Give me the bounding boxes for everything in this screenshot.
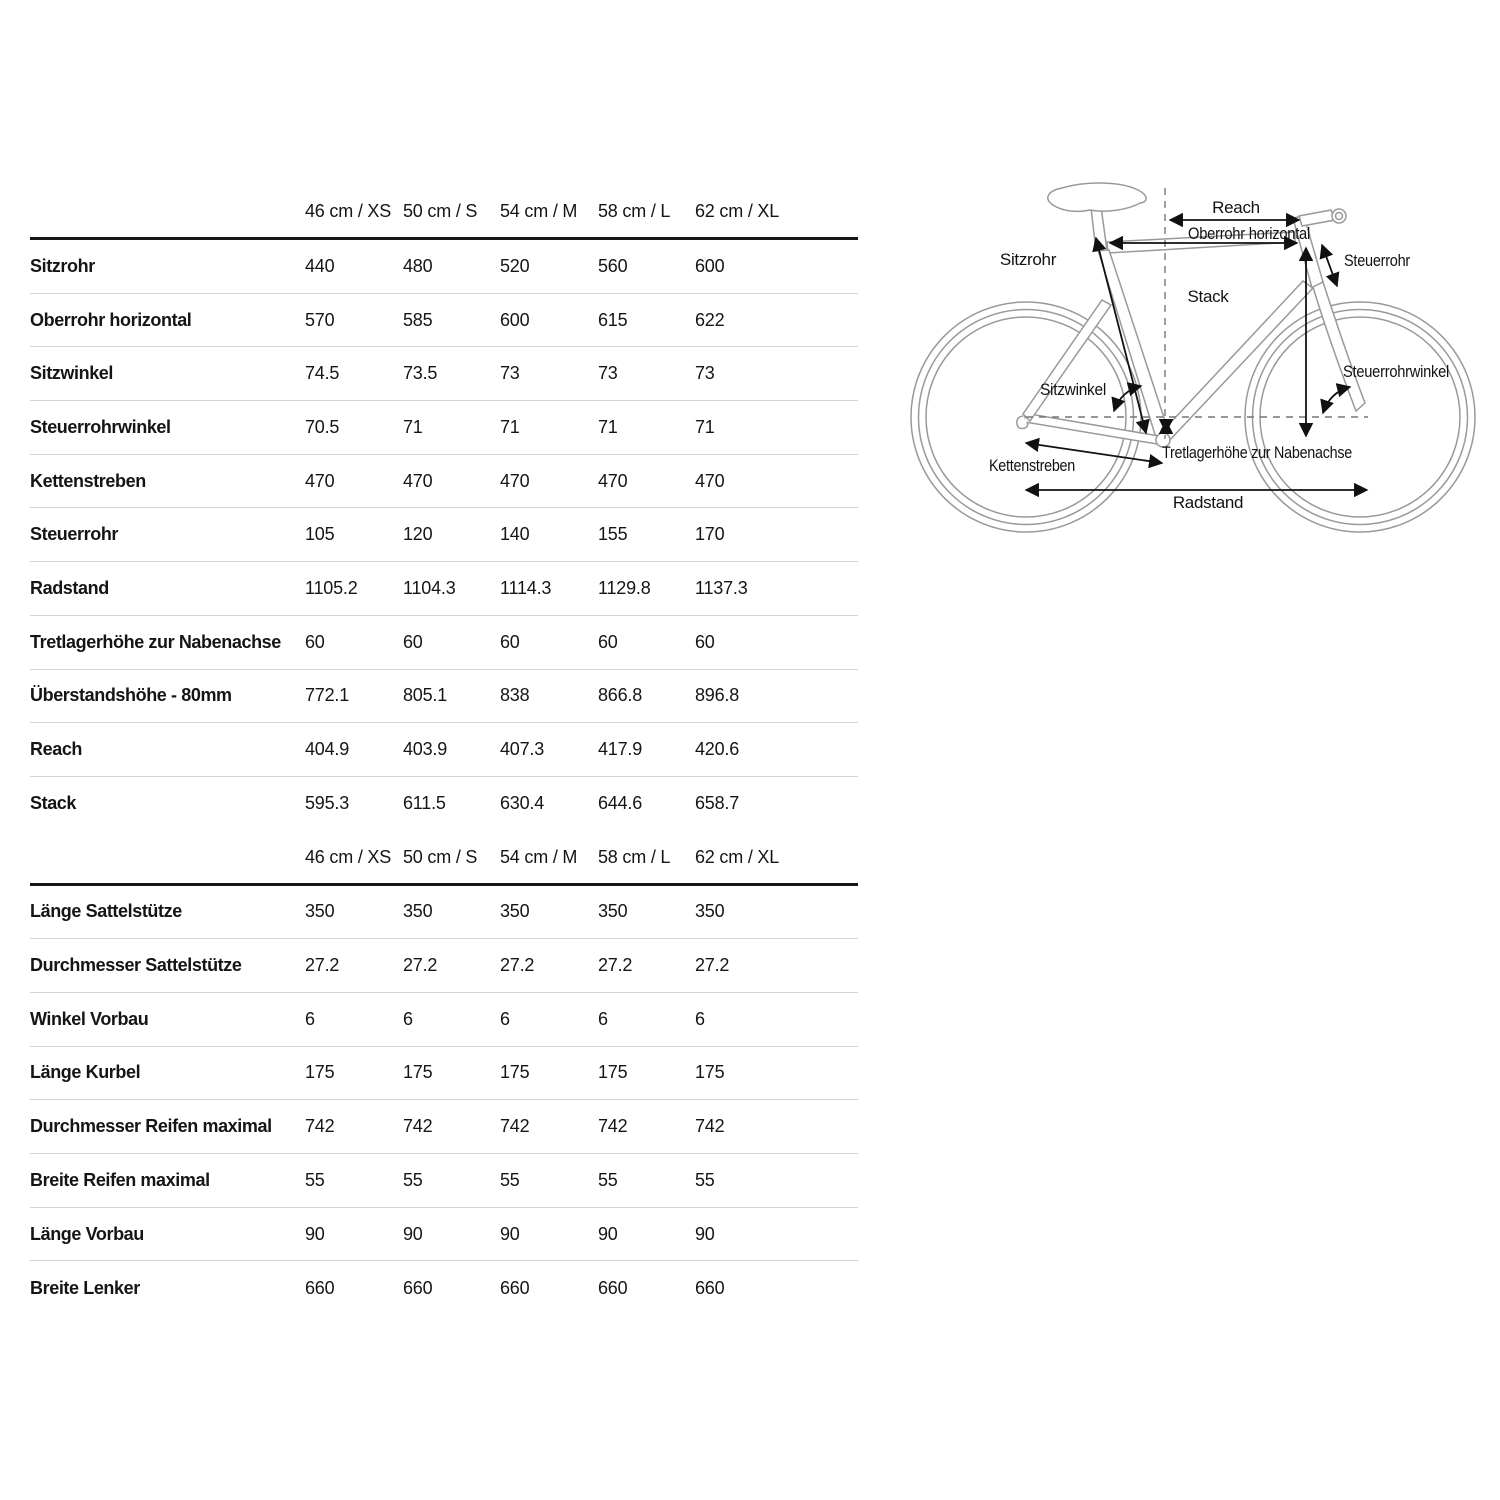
frame-geometry-rows (30, 240, 858, 831)
cell-value: 742 (403, 1116, 433, 1137)
cell-value: 90 (403, 1223, 423, 1244)
size-header-m: 54 cm / M (500, 846, 578, 867)
size-header-s: 50 cm / S (403, 201, 478, 221)
cell-value: 1129.8 (598, 577, 651, 598)
cell-value: 417.9 (598, 739, 643, 760)
cell-value: 520 (500, 255, 530, 276)
table-row (30, 777, 858, 831)
cell-value: 644.6 (598, 793, 643, 814)
cell-value: 440 (305, 255, 335, 276)
cell-value: 420.6 (695, 739, 740, 760)
row-label: Durchmesser Reifen maximal (30, 1116, 272, 1137)
row-label: Winkel Vorbau (30, 1008, 149, 1029)
cell-value: 60 (598, 631, 618, 652)
cell-value: 896.8 (695, 685, 740, 706)
cell-value: 175 (598, 1062, 628, 1083)
cell-value: 71 (598, 416, 618, 437)
table-row (30, 670, 858, 724)
row-label: Steuerrohrwinkel (30, 416, 171, 437)
diagram-label-tretlagerhoehe: Tretlagerhöhe zur Nabenachse (1162, 443, 1352, 462)
cell-value: 27.2 (500, 955, 535, 976)
cell-value: 6 (403, 1008, 413, 1029)
row-label: Tretlagerhöhe zur Nabenachse (30, 631, 281, 652)
table-row (30, 723, 858, 777)
cell-value: 1105.2 (305, 577, 358, 598)
row-label: Kettenstreben (30, 470, 146, 491)
cell-value: 175 (403, 1062, 433, 1083)
table-row (30, 294, 858, 348)
row-label: Überstandshöhe - 80mm (30, 685, 232, 706)
row-label: Breite Lenker (30, 1277, 140, 1298)
cell-value: 74.5 (305, 363, 340, 384)
diagram-label-steuerrohr: Steuerrohr (1344, 251, 1411, 270)
cell-value: 55 (500, 1169, 520, 1190)
cell-value: 55 (305, 1169, 325, 1190)
size-header-row (30, 832, 858, 886)
cell-value: 470 (500, 470, 530, 491)
cell-value: 838 (500, 685, 530, 706)
diagram-label-radstand: Radstand (1172, 493, 1244, 512)
size-header-l: 58 cm / L (598, 201, 671, 221)
size-header-xs: 46 cm / XS (305, 846, 392, 867)
diagram-label-steuerrohrwinkel: Steuerrohrwinkel (1343, 362, 1449, 381)
diagram-label-sitzrohr: Sitzrohr (999, 250, 1057, 269)
cell-value: 73 (500, 363, 520, 384)
cell-value: 71 (695, 416, 715, 437)
cell-value: 560 (598, 255, 628, 276)
cell-value: 175 (305, 1062, 335, 1083)
cell-value: 350 (305, 901, 335, 922)
cell-value: 55 (403, 1169, 423, 1190)
cell-value: 175 (695, 1062, 725, 1083)
cell-value: 90 (695, 1223, 715, 1244)
cell-value: 27.2 (403, 955, 438, 976)
table-row (30, 1100, 858, 1154)
cell-value: 73 (598, 363, 618, 384)
cell-value: 660 (500, 1277, 530, 1298)
cell-value: 27.2 (305, 955, 340, 976)
steuerrohrwinkel-arc (1323, 387, 1350, 413)
diagram-label-reach: Reach (1212, 198, 1260, 217)
cell-value: 350 (500, 901, 530, 922)
component-spec-rows (30, 886, 858, 1316)
cell-value: 55 (695, 1169, 715, 1190)
cell-value: 1137.3 (695, 577, 748, 598)
cell-value: 595.3 (305, 793, 350, 814)
cell-value: 407.3 (500, 739, 545, 760)
row-label: Steuerrohr (30, 524, 119, 545)
sitzrohr-arrow (1096, 238, 1146, 433)
table-row (30, 886, 858, 940)
cell-value: 772.1 (305, 685, 350, 706)
table-row (30, 939, 858, 993)
cell-value: 60 (695, 631, 715, 652)
table-row (30, 1208, 858, 1262)
cell-value: 90 (305, 1223, 325, 1244)
cell-value: 742 (598, 1116, 628, 1137)
geometry-table (30, 186, 858, 1315)
cell-value: 630.4 (500, 793, 545, 814)
cell-value: 6 (598, 1008, 608, 1029)
cell-value: 570 (305, 309, 335, 330)
cell-value: 27.2 (598, 955, 633, 976)
row-label: Sitzwinkel (30, 363, 114, 384)
cell-value: 90 (598, 1223, 618, 1244)
cell-value: 60 (500, 631, 520, 652)
row-label: Reach (30, 739, 83, 760)
cell-value: 470 (695, 470, 725, 491)
diagram-label-kettenstreben: Kettenstreben (989, 456, 1075, 475)
cell-value: 658.7 (695, 793, 740, 814)
cell-value: 155 (598, 524, 628, 545)
cell-value: 600 (500, 309, 530, 330)
cell-value: 60 (403, 631, 423, 652)
steuerrohr-arrow (1322, 245, 1337, 286)
row-label: Breite Reifen maximal (30, 1169, 210, 1190)
table-row (30, 401, 858, 455)
cell-value: 71 (403, 416, 423, 437)
cell-value: 175 (500, 1062, 530, 1083)
cell-value: 403.9 (403, 739, 448, 760)
cell-value: 140 (500, 524, 530, 545)
diagram-label-sitzwinkel: Sitzwinkel (1040, 380, 1106, 399)
cell-value: 600 (695, 255, 725, 276)
cell-value: 6 (305, 1008, 315, 1029)
cell-value: 866.8 (598, 685, 643, 706)
cell-value: 60 (305, 631, 325, 652)
cell-value: 615 (598, 309, 628, 330)
cell-value: 73.5 (403, 363, 438, 384)
table-row (30, 347, 858, 401)
frame-icon (1017, 183, 1365, 447)
table-row (30, 562, 858, 616)
cell-value: 742 (695, 1116, 725, 1137)
table-row (30, 508, 858, 562)
cell-value: 6 (500, 1008, 510, 1029)
cell-value: 1114.3 (500, 577, 552, 598)
cell-value: 73 (695, 363, 715, 384)
table-row (30, 616, 858, 670)
cell-value: 622 (695, 309, 725, 330)
cell-value: 660 (598, 1277, 628, 1298)
row-label: Länge Vorbau (30, 1223, 144, 1244)
size-header-xs: 46 cm / XS (305, 201, 392, 221)
cell-value: 27.2 (695, 955, 730, 976)
size-header-row (30, 186, 858, 240)
cell-value: 55 (598, 1169, 618, 1190)
cell-value: 660 (305, 1277, 335, 1298)
cell-value: 470 (403, 470, 433, 491)
size-header-l: 58 cm / L (598, 846, 671, 867)
cell-value: 90 (500, 1223, 520, 1244)
cell-value: 480 (403, 255, 433, 276)
cell-value: 805.1 (403, 685, 448, 706)
size-header-xl: 62 cm / XL (695, 846, 780, 867)
cell-value: 611.5 (403, 793, 446, 814)
cell-value: 350 (695, 901, 725, 922)
cell-value: 660 (695, 1277, 725, 1298)
row-label: Länge Sattelstütze (30, 901, 182, 922)
size-header-s: 50 cm / S (403, 846, 478, 867)
row-label: Sitzrohr (30, 255, 95, 276)
cell-value: 585 (403, 309, 433, 330)
bike-geometry-diagram (890, 150, 1500, 770)
cell-value: 350 (598, 901, 628, 922)
row-label: Durchmesser Sattelstütze (30, 955, 242, 976)
diagram-label-stack: Stack (1187, 287, 1229, 306)
table-row (30, 1047, 858, 1101)
row-label: Oberrohr horizontal (30, 309, 192, 330)
cell-value: 742 (500, 1116, 530, 1137)
cell-value: 170 (695, 524, 725, 545)
cell-value: 1104.3 (403, 577, 456, 598)
size-header-m: 54 cm / M (500, 201, 578, 221)
cell-value: 6 (695, 1008, 705, 1029)
table-row (30, 1261, 858, 1315)
row-label: Radstand (30, 577, 109, 598)
cell-value: 470 (598, 470, 628, 491)
table-row (30, 455, 858, 509)
cell-value: 660 (403, 1277, 433, 1298)
cell-value: 120 (403, 524, 433, 545)
cell-value: 470 (305, 470, 335, 491)
diagram-label-oberrohr: Oberrohr horizontal (1188, 224, 1310, 243)
table-row (30, 993, 858, 1047)
cell-value: 70.5 (305, 416, 340, 437)
cell-value: 404.9 (305, 739, 350, 760)
cell-value: 105 (305, 524, 335, 545)
cell-value: 71 (500, 416, 520, 437)
table-row (30, 240, 858, 294)
table-row (30, 1154, 858, 1208)
cell-value: 742 (305, 1116, 335, 1137)
row-label: Länge Kurbel (30, 1062, 141, 1083)
size-header-xl: 62 cm / XL (695, 201, 780, 221)
cell-value: 350 (403, 901, 433, 922)
row-label: Stack (30, 793, 77, 814)
